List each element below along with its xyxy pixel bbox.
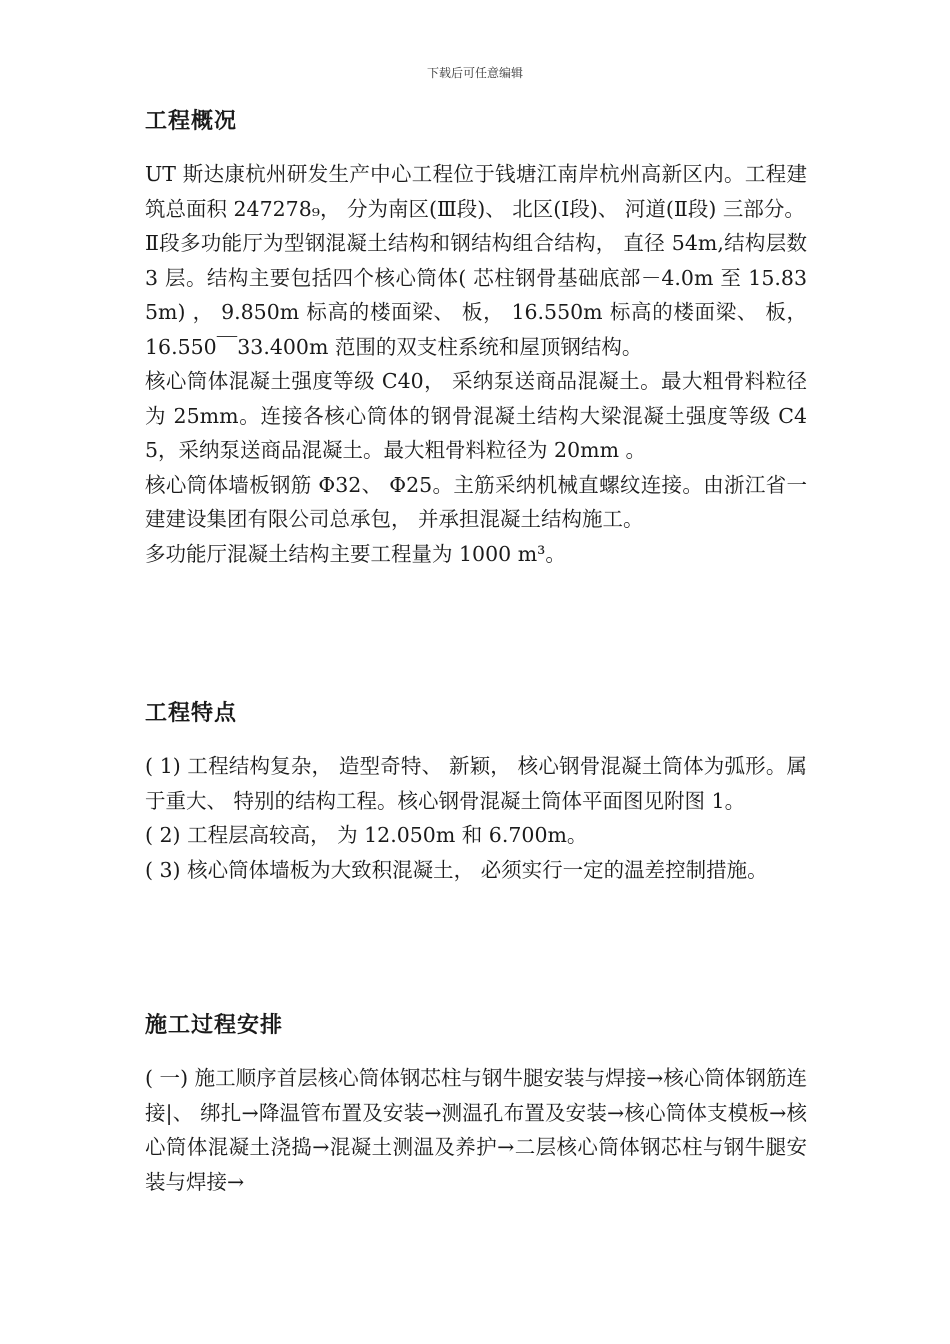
section-body-construction bbox=[145, 1061, 807, 1199]
section-title-overview: 工程概况 bbox=[145, 109, 238, 134]
paragraph: 核心筒体墙板钢筋 Φ32、 Φ25。主筋采纳机械直螺纹连接。由浙江省一建建设集团有限公司总承包， 并承担混凝土结构施工。 bbox=[145, 472, 807, 531]
paragraph: 多功能厅混凝土结构主要工程量为 1000 m³。 bbox=[145, 541, 566, 566]
paragraph: ( 一) 施工顺序首层核心筒体钢芯柱与钢牛腿安装与焊接→核心筒体钢筋连接|、 绑扎→降温管布置及安装→测温孔布置及安装→核心筒体支模板→核心筒体混凝土浇捣→混凝土测温及养护→二层核心筒体钢芯柱与钢牛腿安装与焊接→ bbox=[145, 1066, 807, 1194]
list-item: ( 1) 工程结构复杂， 造型奇特、 新颖， 核心钢骨混凝土筒体为弧形。属于重大、 特别的结构工程。核心钢骨混凝土筒体平面图见附图 1。 bbox=[145, 754, 807, 813]
paragraph: 核心筒体混凝土强度等级 C40， 采纳泵送商品混凝土。最大粗骨料粒径为 25mm。连接各核心筒体的钢骨混凝土结构大梁混凝土强度等级 C45，采纳泵送商品混凝土。最大粗骨料粒径为 20mm 。 bbox=[145, 369, 807, 462]
section-title-construction: 施工过程安排 bbox=[145, 1013, 284, 1038]
section-title-features: 工程特点 bbox=[145, 701, 238, 726]
section-body-features bbox=[145, 749, 807, 887]
paragraph: UT 斯达康杭州研发生产中心工程位于钱塘江南岸杭州高新区内。工程建筑总面积 247278₉， 分为南区(Ⅲ段)、 北区(Ⅰ段)、 河道(Ⅱ段) 三部分。 bbox=[145, 162, 807, 221]
section-body-overview bbox=[145, 157, 807, 571]
page-header: 下载后可任意编辑 bbox=[426, 66, 523, 80]
paragraph: Ⅱ段多功能厅为型钢混凝土结构和钢结构组合结构， 直径 54m,结构层数 3 层。结构主要包括四个核心筒体( 芯柱钢骨基础底部－4.0m 至 15.835m) ， 9.850m 标高的楼面梁、 板， 16.550m 标高的楼面梁、 板， 16.550￣33.400m 范围的双支柱系统和屋顶钢结构。 bbox=[145, 231, 807, 359]
list-item: ( 2) 工程层高较高， 为 12.050m 和 6.700m。 bbox=[145, 823, 588, 847]
list-item: ( 3) 核心筒体墙板为大致积混凝土， 必须实行一定的温差控制措施。 bbox=[145, 857, 768, 882]
